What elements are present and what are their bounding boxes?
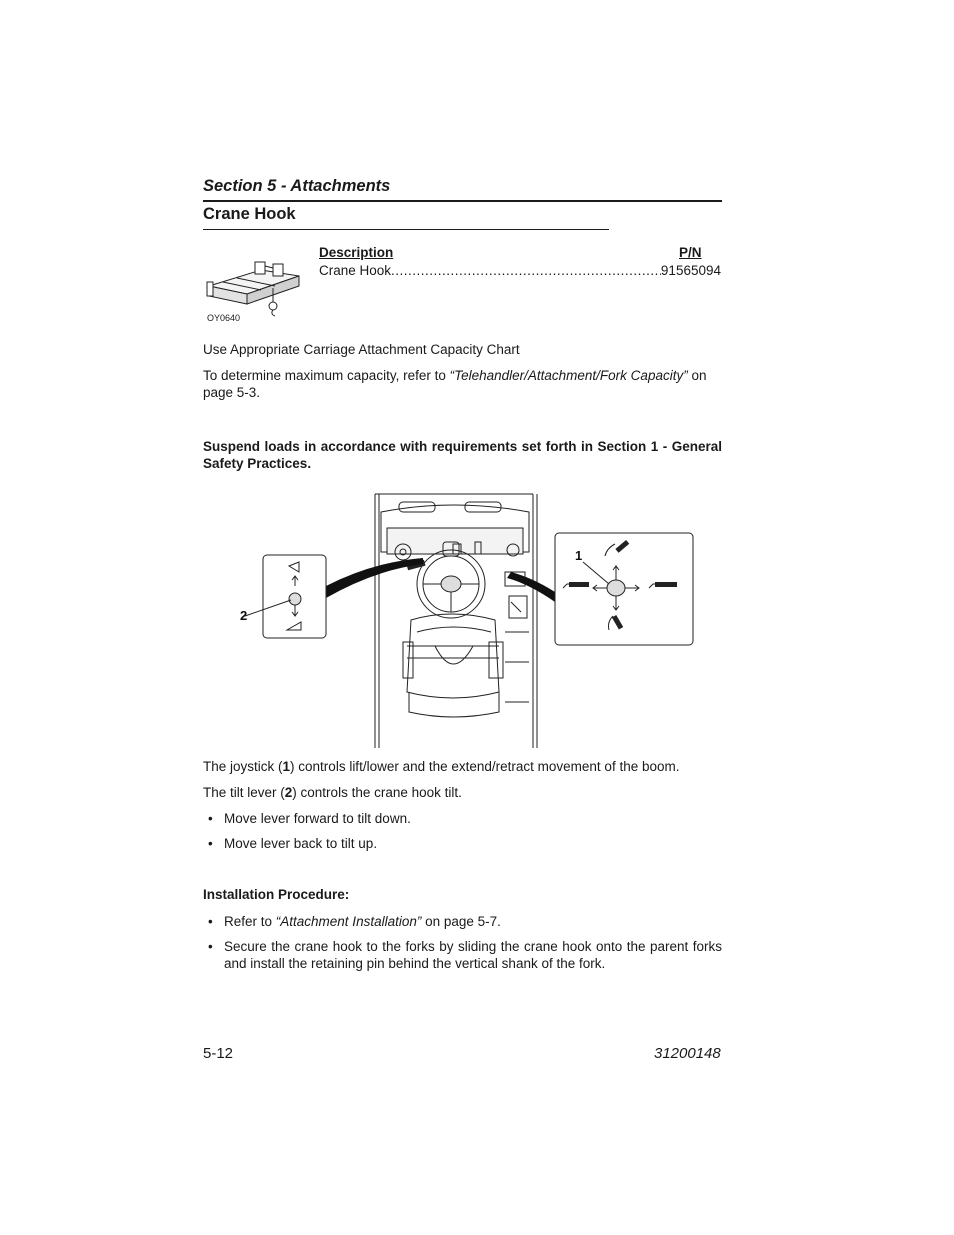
joystick-description bbox=[203, 758, 722, 775]
part-number: 91565094 bbox=[660, 263, 721, 278]
leader-dots bbox=[391, 263, 661, 278]
attachment-installation-link[interactable]: “Attachment Installation” bbox=[275, 914, 422, 929]
capacity-reference bbox=[203, 367, 722, 401]
installation-heading: Installation Procedure: bbox=[203, 887, 350, 902]
capacity-ref-link[interactable]: “Telehandler/Attachment/Fork Capacity” bbox=[449, 368, 688, 383]
table-row bbox=[319, 263, 721, 278]
section-title: Section 5 - Attachments bbox=[203, 177, 391, 195]
capacity-ref-prefix: To determine maximum capacity, refer to bbox=[203, 368, 450, 383]
list-item: • Secure the crane hook to the forks by sliding the crane hook onto the parent forks and install the retaining pin behind the vertical shank of the fork. bbox=[203, 938, 722, 972]
table-header-description: Description bbox=[319, 245, 394, 260]
joystick-prefix: The joystick ( bbox=[203, 759, 283, 774]
refer-suffix: on page 5-7. bbox=[421, 914, 501, 929]
tilt-number: 2 bbox=[284, 785, 293, 800]
document-number: 31200148 bbox=[654, 1045, 721, 1062]
installation-steps bbox=[203, 913, 722, 972]
list-item: • Move lever forward to tilt down. bbox=[203, 810, 722, 827]
list-item: • Move lever back to tilt up. bbox=[203, 835, 722, 852]
cab-controls-figure bbox=[203, 492, 722, 748]
callout-1: 1 bbox=[575, 548, 583, 563]
refer-prefix: Refer to bbox=[224, 914, 276, 929]
image-caption: OY0640 bbox=[207, 313, 241, 323]
safety-warning: Suspend loads in accordance with requirements set forth in Section 1 - General Safety Practices. bbox=[203, 439, 722, 471]
part-description: Crane Hook bbox=[319, 263, 392, 278]
heading-rule bbox=[203, 229, 609, 230]
list-item bbox=[203, 913, 722, 930]
table-header-pn: P/N bbox=[679, 245, 702, 260]
joystick-suffix: ) controls lift/lower and the extend/retract movement of the boom. bbox=[290, 759, 680, 774]
tilt-instructions bbox=[203, 810, 722, 852]
tilt-prefix: The tilt lever ( bbox=[203, 785, 285, 800]
page-number: 5-12 bbox=[203, 1045, 234, 1062]
page-heading: Crane Hook bbox=[203, 205, 296, 223]
joystick-number: 1 bbox=[282, 759, 291, 774]
tilt-description bbox=[203, 784, 722, 801]
tilt-suffix: ) controls the crane hook tilt. bbox=[292, 785, 462, 800]
callout-2: 2 bbox=[240, 608, 248, 623]
capacity-ref-suffix: on page 5-3. bbox=[203, 368, 707, 400]
header-rule bbox=[203, 200, 722, 202]
capacity-chart-note: Use Appropriate Carriage Attachment Capacity Chart bbox=[203, 342, 520, 357]
